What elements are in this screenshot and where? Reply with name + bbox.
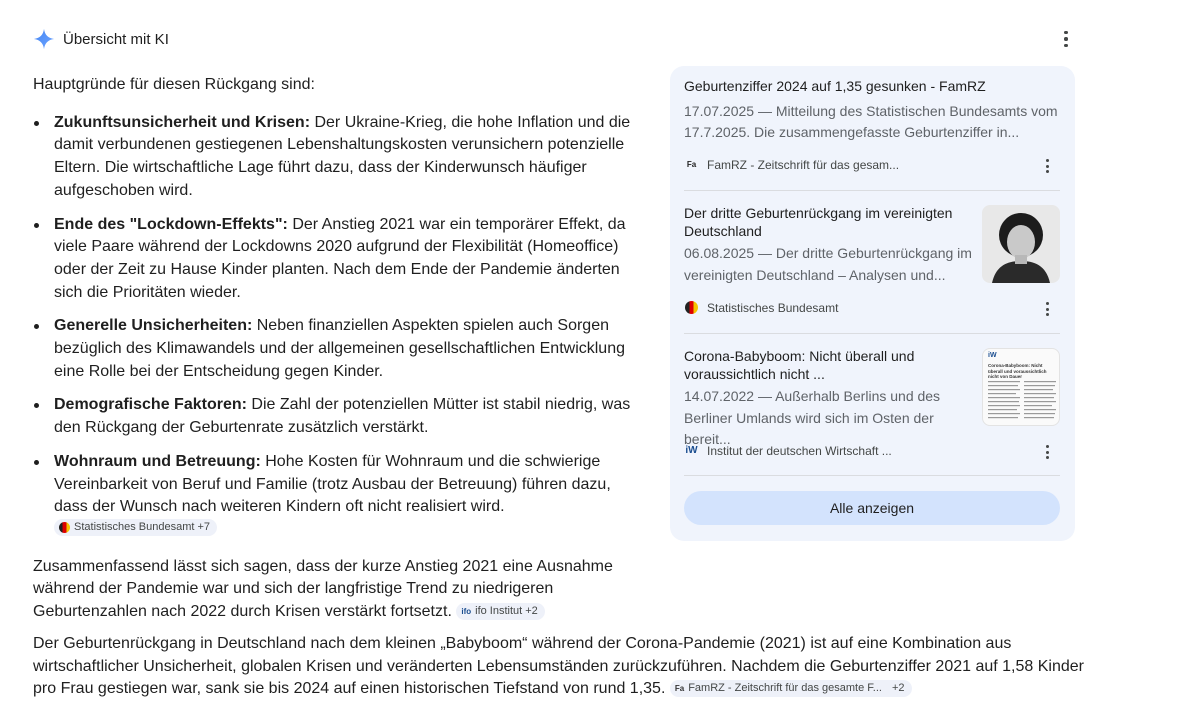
famrz-logo-icon: Fa: [686, 160, 697, 169]
bullet-text: Hohe Kosten für Wohnraum und die schwierige Vereinbarkeit von Beruf und Familie (trotz Ausbau der Betreuung) führen dazu, dass der Wunsch nach weiteren Kindern oft nicht realisiert wird.: [54, 452, 611, 516]
chip-label: ifo Institut +2: [475, 605, 538, 618]
card-source-label: FamRZ - Zeitschrift für das gesam...: [707, 157, 900, 172]
source-card[interactable]: [684, 78, 1060, 172]
card-source: [684, 300, 838, 315]
card-source-label: Statistisches Bundesamt: [707, 300, 839, 315]
sources-panel: [670, 66, 1075, 541]
summary-text: Zusammenfassend lässt sich sagen, dass der kurze Anstieg 2021 eine Ausnahme während der Pandemie war und sich der langfristige Trend zu niedrigeren Geburtenzahlen nach 2022 durch Krisen verstärkt fortsetzt.: [33, 557, 613, 621]
more-vert-icon[interactable]: [1040, 300, 1054, 318]
more-vert-icon[interactable]: [1040, 443, 1054, 461]
bullet-text: Die Zahl der potenziellen Mütter ist stabil niedrig, was den Rückgang der Geburtenrate zusätzlich verstärkt.: [54, 396, 631, 437]
show-all-button[interactable]: Alle anzeigen: [684, 491, 1060, 525]
bullet-text: Der Anstieg 2021 war ein temporärer Effekt, da viele Paare während der Lockdowns 2020 aufgrund der Flexibilität (Homeoffice) oder der Zeit zu Hause Kinder planten. Nach dem Ende der Pandemie änderten sich die Prioritäten wieder.: [54, 215, 626, 301]
destatis-logo-icon: [684, 300, 699, 315]
bullet-title: Ende des "Lockdown-Effekts":: [54, 215, 288, 233]
destatis-logo-icon: [59, 522, 70, 533]
card-title[interactable]: Der dritte Geburtenrückgang im vereinigten Deutschland: [684, 205, 953, 239]
bullet-text: Neben finanziellen Aspekten spielen auch Sorgen bezüglich des Klimawandels und der allgemeinen gesellschaftlichen Entwicklung eine Rolle bei der Entscheidung gegen Kinder.: [54, 317, 625, 380]
source-card[interactable]: [684, 205, 1060, 315]
card-title[interactable]: Geburtenziffer 2024 auf 1,35 gesunken - FamRZ: [684, 78, 986, 94]
portrait-image: [982, 205, 1060, 283]
iw-logo-icon: iW: [685, 445, 698, 456]
card-source: [684, 157, 899, 172]
bullet-title: Demografische Faktoren:: [54, 396, 247, 414]
article-thumbnail[interactable]: iW Corona-Babyboom: Nicht überall und voraussichtlich nicht von Dauer: [982, 348, 1060, 426]
bullet-title: Wohnraum und Betreuung:: [54, 452, 261, 470]
intro-text: Hauptgründe für diesen Rückgang sind:: [33, 76, 315, 93]
card-snippet: 17.07.2025 — Mitteilung des Statistischen Bundesamts vom 17.7.2025. Die zusammengefasste Geburtenziffer in...: [684, 102, 1058, 140]
divider: [684, 333, 1060, 334]
list-item: [33, 394, 633, 439]
chip-count: +2: [891, 682, 905, 695]
summary-paragraph: [33, 556, 633, 624]
famrz-logo-icon: Fa: [674, 684, 685, 694]
list-item: [33, 112, 633, 203]
list-item: [33, 214, 633, 305]
article-text-lines: [983, 349, 1060, 426]
source-chip-destatis[interactable]: [54, 519, 217, 536]
card-snippet: 14.07.2022 — Außerhalb Berlins und des Berliner Umlands wird sich im Osten der bereit...: [684, 388, 941, 447]
bottom-paragraph: [33, 633, 1093, 701]
source-chip-ifo[interactable]: [456, 603, 544, 620]
ai-overview-title: Übersicht mit KI: [63, 30, 169, 48]
list-item: [33, 315, 633, 383]
portrait-thumbnail[interactable]: [982, 205, 1060, 283]
gemini-spark-icon: [33, 28, 55, 50]
ai-overview-header: [33, 27, 169, 51]
list-item: [33, 451, 633, 543]
bullet-title: Generelle Unsicherheiten:: [54, 317, 253, 335]
source-chip-famrz[interactable]: [670, 680, 912, 697]
card-snippet: 06.08.2025 — Der dritte Geburtenrückgang im vereinigten Deutschland – Analysen und...: [684, 245, 972, 283]
card-source-label: Institut der deutschen Wirtschaft ...: [707, 443, 892, 458]
source-card[interactable]: [684, 348, 1060, 458]
more-vert-icon[interactable]: [1056, 28, 1076, 50]
divider: [684, 475, 1060, 476]
ifo-logo-icon: ifo: [461, 607, 472, 617]
card-source: [684, 443, 892, 458]
more-vert-icon[interactable]: [1040, 157, 1054, 175]
thumbnail-heading: Corona-Babyboom: Nicht überall und voraussichtlich nicht von Dauer: [988, 363, 1047, 379]
bullet-text: Der Ukraine-Krieg, die hohe Inflation und die damit verbundenen gestiegenen Lebenshaltungskosten verunsichern potenzielle Eltern. Die wirtschaftliche Lage führt dazu, dass der Kinderwunsch häufiger aufgeschoben wird.: [54, 113, 631, 199]
bottom-text: Der Geburtenrückgang in Deutschland nach dem kleinen „Babyboom“ während der Corona-Pandemie (2021) ist auf eine Kombination aus wirtschaftlicher Unsicherheit, globalen Krisen und veränderten Lebensumständen zurückzuführen. Nachdem die Geburtenziffer 2021 auf 1,58 Kinder pro Frau gestiegen war, sank sie bis 2024 auf einen historischen Tiefstand von rund 1,35.: [33, 635, 1084, 698]
card-title[interactable]: Corona-Babyboom: Nicht überall und voraussichtlich nicht ...: [684, 348, 915, 382]
chip-label: Statistisches Bundesamt +7: [74, 520, 211, 533]
divider: [684, 190, 1060, 191]
bullet-title: Zukunftsunsicherheit und Krisen:: [54, 113, 311, 131]
chip-label: FamRZ - Zeitschrift für das gesamte F...: [688, 682, 882, 695]
reasons-list: [33, 112, 633, 543]
overview-body: [33, 74, 633, 624]
